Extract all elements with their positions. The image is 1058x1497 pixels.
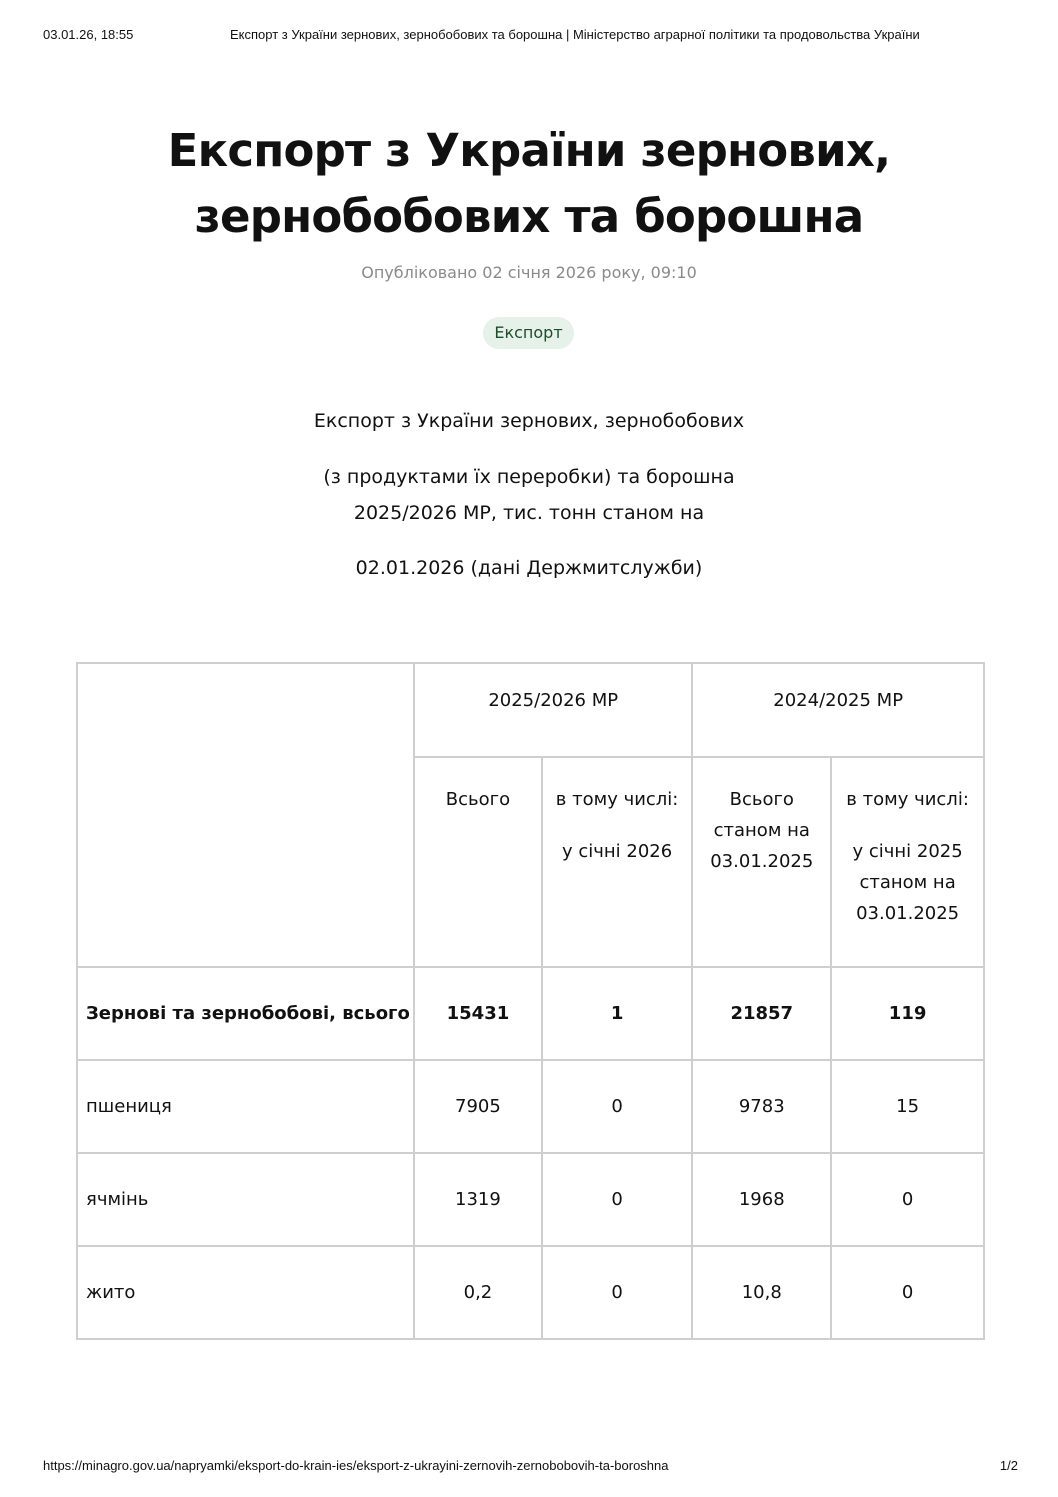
- subheading-line-4: 02.01.2026 (дані Держмитслужби): [355, 557, 703, 579]
- subheader-text: станом на: [713, 820, 810, 841]
- subheader-text: Всього: [445, 789, 511, 810]
- header-season-2025-2026: 2025/2026 МР: [414, 663, 692, 757]
- page-title-line-2: зернобобових та борошна: [194, 190, 864, 243]
- table-row-rye: [77, 1246, 984, 1339]
- subheader-january-2025: [831, 757, 984, 967]
- subheader-text: Всього: [729, 789, 794, 810]
- export-table: [76, 662, 985, 1340]
- row-label: Зернові та зернобобові, всього: [77, 967, 414, 1060]
- subheader-spacer: [543, 815, 692, 836]
- page-title-line-1: Експорт з України зернових,: [167, 124, 891, 177]
- cell-total-2026: 7905: [414, 1060, 542, 1153]
- header-season-2024-2025: 2024/2025 МР: [692, 663, 984, 757]
- row-label: жито: [77, 1246, 414, 1339]
- subheader-text: 03.01.2025: [710, 851, 814, 872]
- subheader-text: у січні 2026: [561, 841, 673, 862]
- cell-january-2025: 15: [831, 1060, 984, 1153]
- published-date: Опубліковано 02 січня 2026 року, 09:10: [361, 263, 697, 282]
- subheading-line-1: Експорт з України зернових, зернобобових: [313, 410, 745, 432]
- cell-january-2026: 1: [542, 967, 693, 1060]
- print-footer: [43, 1458, 1018, 1476]
- subheader-spacer: [832, 815, 983, 836]
- print-source-url[interactable]: https://minagro.gov.ua/napryamki/eksport-do-krain-ies/eksport-z-ukrayini-zernovih-zernobobovih-ta-boroshna: [43, 1458, 669, 1473]
- row-label: ячмінь: [77, 1153, 414, 1246]
- table-row-total: [77, 967, 984, 1060]
- cell-total-2026: 15431: [414, 967, 542, 1060]
- cell-total-2026: 0,2: [414, 1246, 542, 1339]
- subheader-january-2026: [542, 757, 693, 967]
- subheading-line-3: 2025/2026 МР, тис. тонн станом на: [353, 502, 705, 524]
- tag-export[interactable]: Експорт: [483, 317, 574, 349]
- table-row-barley: [77, 1153, 984, 1246]
- cell-total-2025: 10,8: [692, 1246, 831, 1339]
- subheader-text: у січні 2025: [852, 841, 963, 862]
- cell-total-2025: 9783: [692, 1060, 831, 1153]
- cell-january-2026: 0: [542, 1153, 693, 1246]
- cell-january-2025: 0: [831, 1153, 984, 1246]
- page-title: [0, 118, 1058, 250]
- print-page-title: Експорт з України зернових, зернобобових та борошна | Міністерство аграрної політики та продовольства України: [230, 27, 920, 42]
- print-page-number: 1/2: [999, 1458, 1018, 1473]
- table-corner-cell: [77, 663, 414, 967]
- table-row-wheat: [77, 1060, 984, 1153]
- print-datetime: 03.01.26, 18:55: [43, 27, 134, 42]
- subheader-total-2026: [414, 757, 542, 967]
- subheader-text: в тому числі:: [555, 789, 679, 810]
- cell-total-2026: 1319: [414, 1153, 542, 1246]
- table-header-row: [77, 663, 984, 757]
- subheader-text: станом на: [859, 872, 956, 893]
- cell-january-2025: 0: [831, 1246, 984, 1339]
- subheader-text: 03.01.2025: [856, 903, 960, 924]
- subheading-line-2: (з продуктами їх переробки) та борошна: [323, 466, 735, 488]
- subheader-text: в тому числі:: [846, 789, 969, 810]
- cell-january-2026: 0: [542, 1246, 693, 1339]
- cell-total-2025: 21857: [692, 967, 831, 1060]
- cell-january-2026: 0: [542, 1060, 693, 1153]
- print-header: [43, 27, 1018, 45]
- subheader-total-2025: [692, 757, 831, 967]
- cell-total-2025: 1968: [692, 1153, 831, 1246]
- row-label: пшениця: [77, 1060, 414, 1153]
- cell-january-2025: 119: [831, 967, 984, 1060]
